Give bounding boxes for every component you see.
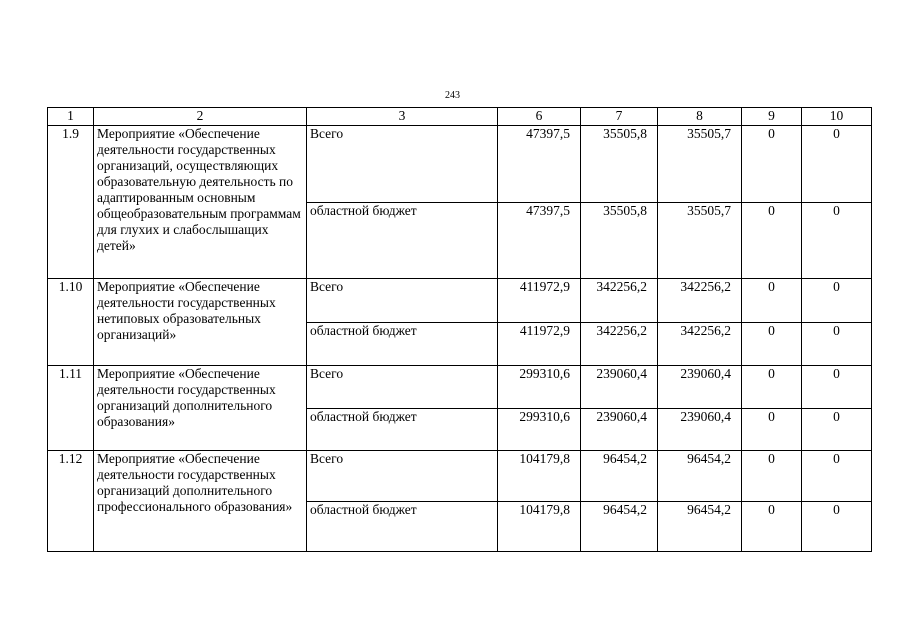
- value-cell: 0: [742, 408, 802, 451]
- value-cell: 35505,8: [581, 126, 658, 203]
- value-cell: 239060,4: [581, 366, 658, 409]
- value-cell: 35505,7: [658, 126, 742, 203]
- source-label: Всего: [307, 366, 498, 409]
- value-cell: 411972,9: [498, 322, 581, 366]
- value-cell: 0: [802, 451, 872, 502]
- table-row: [48, 279, 872, 323]
- table-row: [48, 126, 872, 203]
- value-cell: 104179,8: [498, 501, 581, 552]
- value-cell: 299310,6: [498, 408, 581, 451]
- value-cell: 411972,9: [498, 279, 581, 323]
- row-name: Мероприятие «Обеспечение деятельности государственных нетиповых образовательных организаций»: [94, 279, 307, 366]
- value-cell: 239060,4: [658, 366, 742, 409]
- header-cell: 10: [802, 108, 872, 126]
- value-cell: 299310,6: [498, 366, 581, 409]
- value-cell: 0: [802, 279, 872, 323]
- value-cell: 0: [802, 202, 872, 279]
- value-cell: 239060,4: [658, 408, 742, 451]
- value-cell: 0: [742, 501, 802, 552]
- header-cell: 1: [48, 108, 94, 126]
- value-cell: 0: [742, 126, 802, 203]
- value-cell: 96454,2: [658, 451, 742, 502]
- row-name: Мероприятие «Обеспечение деятельности государственных организаций дополнительного образования»: [94, 366, 307, 451]
- source-label: Всего: [307, 279, 498, 323]
- header-cell: 9: [742, 108, 802, 126]
- table-row: [48, 366, 872, 409]
- value-cell: 342256,2: [658, 279, 742, 323]
- row-id: 1.9: [48, 126, 94, 279]
- value-cell: 0: [802, 408, 872, 451]
- source-label: Всего: [307, 126, 498, 203]
- row-name: Мероприятие «Обеспечение деятельности государственных организаций, осуществляющих образовательную деятельность по адаптированным основным общеобразовательным программам для глухих и слабослышащих детей»: [94, 126, 307, 279]
- value-cell: 96454,2: [581, 501, 658, 552]
- value-cell: 0: [742, 322, 802, 366]
- row-name: Мероприятие «Обеспечение деятельности государственных организаций дополнительного профессионального образования»: [94, 451, 307, 552]
- value-cell: 0: [742, 279, 802, 323]
- value-cell: 47397,5: [498, 126, 581, 203]
- value-cell: 47397,5: [498, 202, 581, 279]
- value-cell: 0: [802, 322, 872, 366]
- value-cell: 239060,4: [581, 408, 658, 451]
- source-label: областной бюджет: [307, 322, 498, 366]
- value-cell: 35505,8: [581, 202, 658, 279]
- source-label: областной бюджет: [307, 408, 498, 451]
- value-cell: 0: [742, 366, 802, 409]
- row-id: 1.10: [48, 279, 94, 366]
- value-cell: 342256,2: [581, 322, 658, 366]
- value-cell: 342256,2: [581, 279, 658, 323]
- value-cell: 0: [802, 126, 872, 203]
- table-header-row: [48, 108, 872, 126]
- header-cell: 3: [307, 108, 498, 126]
- value-cell: 0: [802, 366, 872, 409]
- value-cell: 96454,2: [581, 451, 658, 502]
- value-cell: 96454,2: [658, 501, 742, 552]
- value-cell: 0: [742, 202, 802, 279]
- source-label: областной бюджет: [307, 501, 498, 552]
- value-cell: 0: [742, 451, 802, 502]
- row-id: 1.12: [48, 451, 94, 552]
- table-row: [48, 451, 872, 502]
- header-cell: 6: [498, 108, 581, 126]
- header-cell: 2: [94, 108, 307, 126]
- page-number: 243: [445, 90, 460, 101]
- source-label: областной бюджет: [307, 202, 498, 279]
- value-cell: 35505,7: [658, 202, 742, 279]
- value-cell: 104179,8: [498, 451, 581, 502]
- value-cell: 342256,2: [658, 322, 742, 366]
- source-label: Всего: [307, 451, 498, 502]
- value-cell: 0: [802, 501, 872, 552]
- header-cell: 7: [581, 108, 658, 126]
- row-id: 1.11: [48, 366, 94, 451]
- header-cell: 8: [658, 108, 742, 126]
- budget-table: [47, 107, 872, 552]
